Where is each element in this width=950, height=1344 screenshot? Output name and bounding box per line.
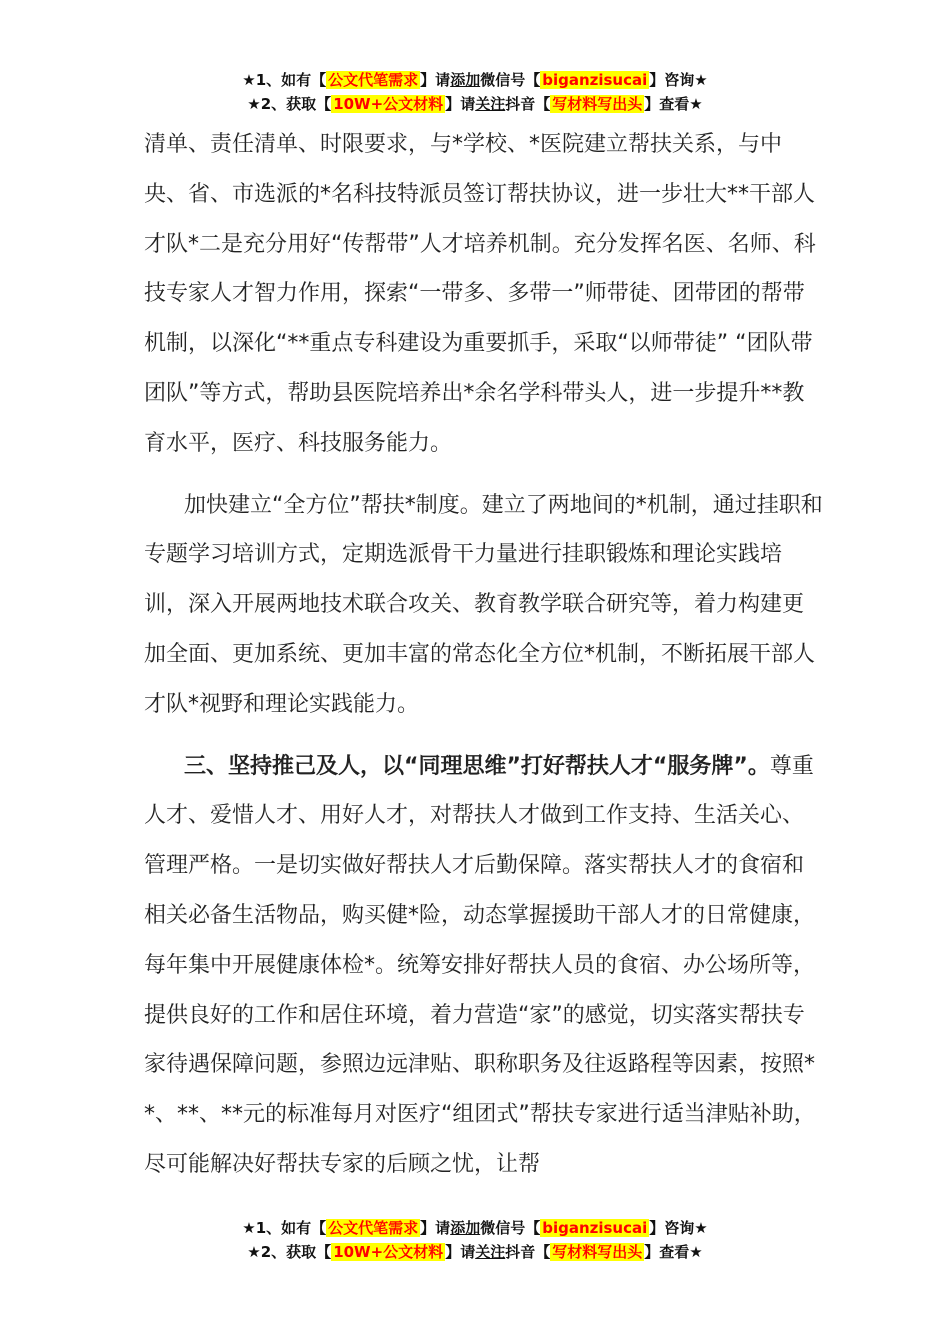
footer-line-2: ★2、获取【 10W+公文材料 】请关注抖音【 写材料写出头 】查看★ <box>247 1243 703 1261</box>
header-banner <box>0 68 950 116</box>
highlight-materials: 10W+公文材料 <box>333 95 444 113</box>
document-body <box>144 120 824 1190</box>
highlight-douyin: 写材料写出头 <box>552 95 643 113</box>
footer-highlight-wechat-id: biganzisucai <box>542 1219 648 1237</box>
paragraph-1: 清单、责任清单、时限要求，与*学校、*医院建立帮扶关系，与中央、省、市选派的*名科技特派员签订帮扶协议，进一步壮大**干部人才队*二是充分用好“传帮带”人才培养机制。充分发挥名医、名师、科技专家人才智力作用，探索“一带多、多带一”师带徒、团带团的帮带机制，以深化“**重点专科建设为重要抓手，采取“以师带徒” “团队带团队”等方式，帮助县医院培养出*余名学科带头人，进一步提升**教育水平，医疗、科技服务能力。 <box>144 132 816 456</box>
section-body: 尊重人才、爱惜人才、用好人才，对帮扶人才做到工作支持、生活关心、管理严格。一是切实做好帮扶人才后勤保障。落实帮扶人才的食宿和相关必备生活物品，购买健*险，动态掌握援助干部人才的日常健康，每年集中开展健康体检*。统筹安排好帮扶人员的食宿、办公场所等，提供良好的工作和居住环境，着力营造“家”的感觉，切实落实帮扶专家待遇保障问题，参照边远津贴、职称职务及往返路程等因素，按照**、**、**元的标准每月对医疗“组团式”帮扶专家进行适当津贴补助，尽可能解决好帮扶专家的后顾之忧，让帮 <box>144 753 816 1177</box>
footer-banner <box>0 1216 950 1264</box>
banner-line-2: ★2、获取【 10W+公文材料 】请关注抖音【 写材料写出头 】查看★ <box>247 95 703 113</box>
footer-line-1: ★1、如有【 公文代笔需求 】请添加微信号【 biganzisucai 】咨询★ <box>242 1219 708 1237</box>
section-heading: 三、坚持推己及人，以“同理思维”打好帮扶人才“服务牌”。 <box>184 753 770 779</box>
paragraph-2: 加快建立“全方位”帮扶*制度。建立了两地间的*机制，通过挂职和专题学习培训方式，定期选派骨干力量进行挂职锻炼和理论实践培训，深入开展两地技术联合攻关、教育教学联合研究等，着力构建更加全面、更加系统、更加丰富的常态化全方位*机制，不断拓展干部人才队*视野和理论实践能力。 <box>144 492 823 717</box>
footer-highlight-materials: 10W+公文材料 <box>333 1243 444 1261</box>
paragraph-3 <box>144 742 824 1190</box>
highlight-service: 公文代笔需求 <box>328 71 419 89</box>
highlight-wechat-id: biganzisucai <box>542 71 648 89</box>
footer-highlight-service: 公文代笔需求 <box>328 1219 419 1237</box>
banner-line-1: ★1、如有【 公文代笔需求 】请添加微信号【 biganzisucai 】咨询★ <box>242 71 708 89</box>
footer-highlight-douyin: 写材料写出头 <box>552 1243 643 1261</box>
